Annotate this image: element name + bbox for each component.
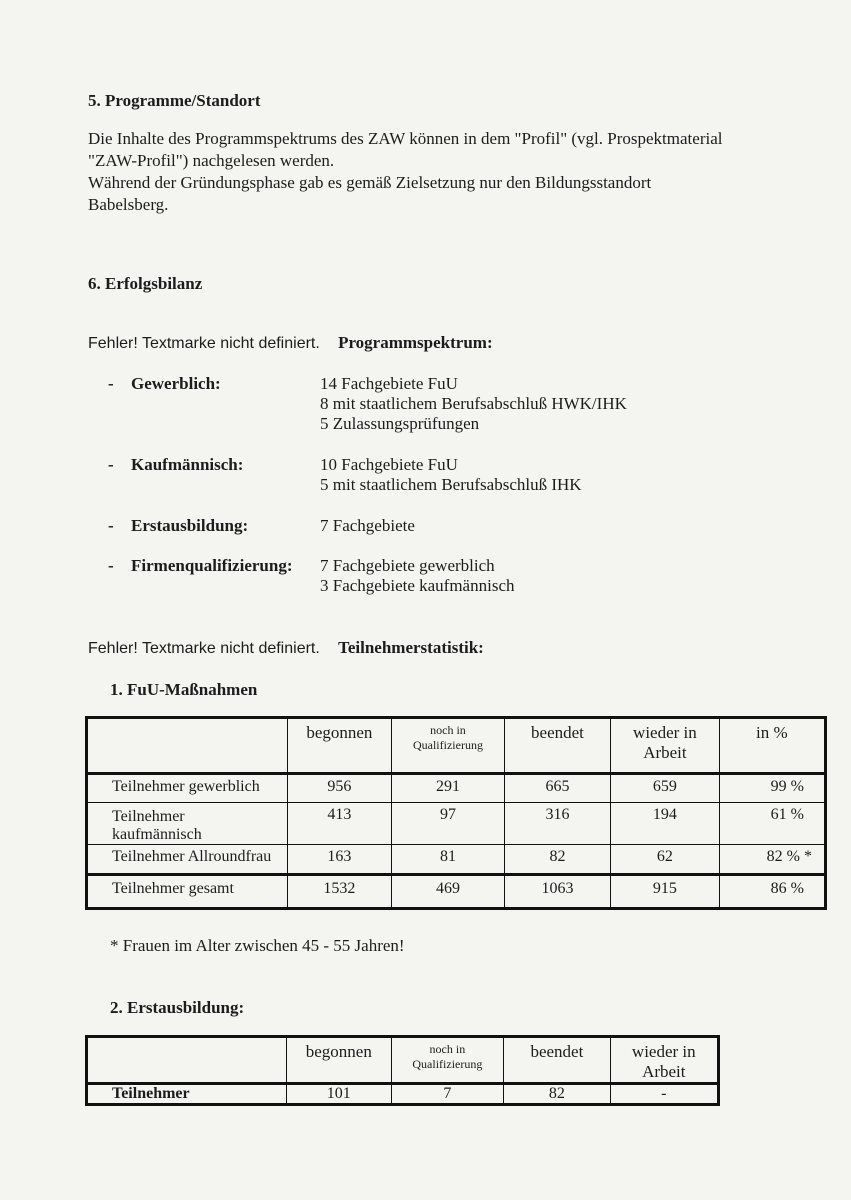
cell-pct: 86 %: [719, 875, 825, 909]
cell-wieder: 62: [611, 845, 719, 875]
cell-pct: 99 %: [719, 774, 825, 803]
category-lines: [320, 556, 515, 596]
category-line: 5 mit staatlichem Berufsabschluß IHK: [320, 475, 582, 494]
bullet-dash: -: [108, 516, 114, 535]
cell-beendet: 665: [504, 774, 610, 803]
header-line: Arbeit: [643, 743, 687, 762]
header-noch-in-qualifizierung: [392, 718, 505, 774]
category-lines: [320, 516, 415, 536]
category-label: Kaufmännisch:: [131, 455, 244, 474]
cell-noch: 469: [392, 875, 505, 909]
footnote: * Frauen im Alter zwischen 45 - 55 Jahren!: [110, 936, 405, 955]
section-5-paragraph: [88, 128, 722, 216]
bullet-dash: -: [108, 374, 114, 393]
category-label: Gewerblich:: [131, 374, 221, 393]
cell-beendet: 316: [504, 803, 610, 845]
table-row: [87, 1084, 719, 1105]
cell-wieder: -: [610, 1084, 718, 1105]
row-label: Teilnehmer: [87, 1084, 287, 1105]
header-in-percent: in %: [719, 718, 825, 774]
cell-begonnen: 1532: [287, 875, 392, 909]
header-line: noch in: [429, 1042, 466, 1056]
cell-beendet: 82: [504, 1084, 610, 1105]
header-beendet: beendet: [504, 1037, 610, 1084]
error-text: Fehler! Textmarke nicht definiert.: [88, 640, 320, 657]
fuu-table: [85, 716, 827, 910]
table-header-row: [87, 718, 826, 774]
category-label: Firmenqualifizierung:: [131, 556, 293, 575]
header-empty: [87, 1037, 287, 1084]
category-line: 10 Fachgebiete FuU: [320, 455, 458, 474]
category-line: 5 Zulassungsprüfungen: [320, 414, 480, 433]
row-label: Teilnehmer gesamt: [87, 875, 288, 909]
category-line: 3 Fachgebiete kaufmännisch: [320, 576, 515, 595]
header-begonnen: begonnen: [287, 718, 392, 774]
table-2-title: 2. Erstausbildung:: [110, 998, 245, 1017]
cell-wieder: 659: [611, 774, 719, 803]
header-line: wieder in: [631, 1042, 696, 1061]
category-label: Erstausbildung:: [131, 516, 249, 535]
erstausbildung-table: [85, 1035, 720, 1106]
category-line: 7 Fachgebiete gewerblich: [320, 556, 495, 575]
category-line: 14 Fachgebiete FuU: [320, 374, 458, 393]
header-wieder-in-arbeit: [610, 1037, 718, 1084]
row-label: Teilnehmer Allroundfrau: [87, 845, 288, 875]
section-5-heading: 5. Programme/Standort: [88, 91, 261, 110]
bullet-dash: -: [108, 455, 114, 474]
cell-noch: 7: [391, 1084, 504, 1105]
cell-begonnen: 163: [287, 845, 392, 875]
cell-begonnen: 956: [287, 774, 392, 803]
category-lines: [320, 374, 627, 434]
table-row: [87, 774, 826, 803]
cell-wieder: 915: [611, 875, 719, 909]
paragraph-line: "ZAW-Profil") nachgelesen werden.: [88, 151, 335, 170]
cell-noch: 81: [392, 845, 505, 875]
header-begonnen: begonnen: [286, 1037, 391, 1084]
category-lines: [320, 455, 582, 495]
cell-pct: 82 % *: [719, 845, 825, 875]
table-row-total: [87, 875, 826, 909]
cell-wieder: 194: [611, 803, 719, 845]
paragraph-line: Während der Gründungsphase gab es gemäß Zielsetzung nur den Bildungsstandort: [88, 173, 652, 192]
row-label: Teilnehmer kaufmännisch: [87, 803, 288, 845]
table-row: [87, 845, 826, 875]
header-wieder-in-arbeit: [611, 718, 719, 774]
error-text: Fehler! Textmarke nicht definiert.: [88, 335, 320, 352]
table-row: [87, 803, 826, 845]
cell-pct: 61 %: [719, 803, 825, 845]
cell-begonnen: 101: [286, 1084, 391, 1105]
stats-heading: Teilnehmerstatistik:: [338, 638, 484, 657]
row-label: Teilnehmer gewerblich: [87, 774, 288, 803]
header-line: noch in: [430, 723, 466, 737]
program-heading-line: [88, 333, 493, 353]
header-beendet: beendet: [504, 718, 610, 774]
header-line: wieder in: [633, 723, 697, 742]
header-empty: [87, 718, 288, 774]
program-heading: Programmspektrum:: [338, 333, 493, 352]
cell-noch: 97: [392, 803, 505, 845]
stats-heading-line: [88, 638, 484, 658]
category-line: 8 mit staatlichem Berufsabschluß HWK/IHK: [320, 394, 627, 413]
paragraph-line: Babelsberg.: [88, 195, 169, 214]
cell-noch: 291: [392, 774, 505, 803]
cell-begonnen: 413: [287, 803, 392, 845]
cell-beendet: 1063: [504, 875, 610, 909]
table-header-row: [87, 1037, 719, 1084]
header-noch-in-qualifizierung: [391, 1037, 504, 1084]
paragraph-line: Die Inhalte des Programmspektrums des ZAW können in dem "Profil" (vgl. Prospektmaterial: [88, 129, 723, 148]
cell-beendet: 82: [504, 845, 610, 875]
bullet-dash: -: [108, 556, 114, 575]
header-line: Qualifizierung: [412, 1057, 483, 1071]
header-line: Arbeit: [642, 1062, 686, 1081]
category-line: 7 Fachgebiete: [320, 516, 415, 535]
section-6-heading: 6. Erfolgsbilanz: [88, 274, 203, 293]
header-line: Qualifizierung: [412, 738, 483, 752]
table-1-title: 1. FuU-Maßnahmen: [110, 680, 258, 699]
